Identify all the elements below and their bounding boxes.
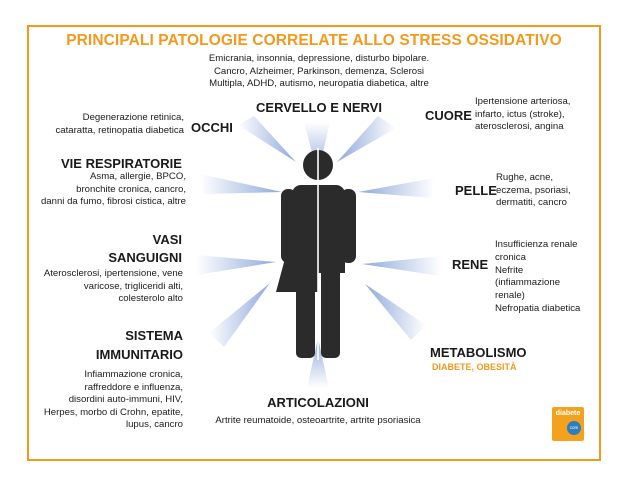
respiratory-line-1: Asma, allergie, BPCO,: [90, 171, 186, 182]
brain-heading: CERVELLO E NERVI: [256, 100, 382, 115]
respiratory-heading: VIE RESPIRATORIE: [61, 156, 182, 171]
ray-skin: [358, 178, 434, 198]
immune-heading: [80, 328, 183, 362]
brand-logo: [552, 407, 584, 441]
metabolism-heading: METABOLISMO: [430, 345, 527, 360]
kidneys-line-2: cronica: [495, 251, 526, 263]
vessels-line-2: varicose, trigliceridi alti,: [83, 280, 183, 292]
kidneys-line-4: (infiammazione: [495, 277, 561, 289]
skin-text: [496, 172, 571, 210]
heart-line-1: Ipertensione arteriosa,: [475, 96, 571, 107]
heart-line-3: aterosclerosi, angina: [475, 121, 564, 133]
eyes-text: [52, 112, 184, 137]
brand-logo-dot: [567, 421, 581, 435]
brand-logo-dot-text: com: [569, 425, 579, 430]
respiratory-text: [32, 171, 186, 209]
kidneys-line-6: Nefropatia diabetica: [495, 302, 581, 314]
immune-line-1: Infiammazione cronica,: [84, 369, 183, 380]
immune-heading-line-2: IMMUNITARIO: [95, 347, 183, 362]
skin-line-3: dermatiti, cancro: [496, 197, 567, 209]
heart-text: [475, 96, 570, 134]
brand-logo-text: diabete: [555, 410, 581, 417]
ray-respiratory: [200, 174, 282, 194]
kidneys-line-5: renale): [495, 290, 525, 302]
joints-line-1: Artrite reumatoide, osteoartrite, artrite psoriasica: [215, 415, 421, 426]
skin-line-1: Rughe, acne,: [496, 172, 554, 183]
brain-text: [194, 53, 444, 91]
joints-heading: ARTICOLAZIONI: [267, 395, 369, 410]
respiratory-line-3: danni da fumo, fibrosi cistica, altre: [40, 196, 186, 208]
immune-text: [20, 369, 183, 432]
ray-heart: [337, 116, 396, 162]
respiratory-line-2: bronchite cronica, cancro,: [76, 183, 186, 195]
immune-line-3: disordini auto-immuni, HIV,: [68, 394, 183, 406]
metabolism-subtitle: DIABETE, OBESITÀ: [432, 362, 517, 372]
kidneys-line-3: Nefrite: [495, 264, 524, 276]
immune-heading-line-1: SISTEMA: [125, 328, 183, 343]
skin-heading: PELLE: [455, 183, 497, 198]
ray-kidneys: [362, 256, 441, 276]
joints-text: [178, 415, 458, 428]
brain-line-2: Cancro, Alzheimer, Parkinson, demenza, Sclerosi: [213, 65, 425, 77]
kidneys-heading: RENE: [452, 257, 489, 272]
skin-line-2: eczema, psoriasi,: [496, 184, 571, 196]
brain-line-1: Emicrania, insonnia, depressione, disturbo bipolare.: [208, 53, 430, 64]
immune-line-5: lupus, cancro: [125, 419, 183, 431]
diagram-title: PRINCIPALI PATOLOGIE CORRELATE ALLO STRESS OSSIDATIVO: [66, 32, 562, 49]
ray-metabolism: [365, 284, 426, 340]
eyes-heading: OCCHI: [191, 120, 233, 135]
vessels-text: [22, 268, 183, 306]
eyes-line-2: cataratta, retinopatia diabetica: [55, 124, 184, 136]
heart-heading: CUORE: [425, 108, 472, 123]
vessels-line-3: colesterolo alto: [118, 293, 183, 305]
vessels-heading-line-1: VASI: [152, 232, 182, 247]
vessels-heading: [100, 232, 182, 265]
vessels-heading-line-2: SANGUIGNI: [108, 250, 182, 265]
kidneys-text: [495, 239, 580, 316]
immune-line-4: Herpes, morbo di Crohn, epatite,: [43, 406, 183, 418]
immune-line-2: raffreddore e influenza,: [84, 381, 183, 393]
eyes-line-1: Degenerazione retinica,: [82, 112, 184, 123]
kidneys-line-1: Insufficienza renale: [495, 239, 578, 250]
ray-eyes: [238, 116, 296, 162]
ray-immune: [209, 283, 270, 347]
heart-line-2: infarto, ictus (stroke),: [475, 108, 565, 120]
human-figure: [276, 150, 356, 358]
vessels-line-1: Aterosclerosi, ipertensione, vene: [43, 268, 183, 279]
ray-vessels: [196, 255, 276, 275]
brain-line-3: Multipla, ADHD, autismo, neuropatia diabetica, altre: [209, 78, 429, 90]
